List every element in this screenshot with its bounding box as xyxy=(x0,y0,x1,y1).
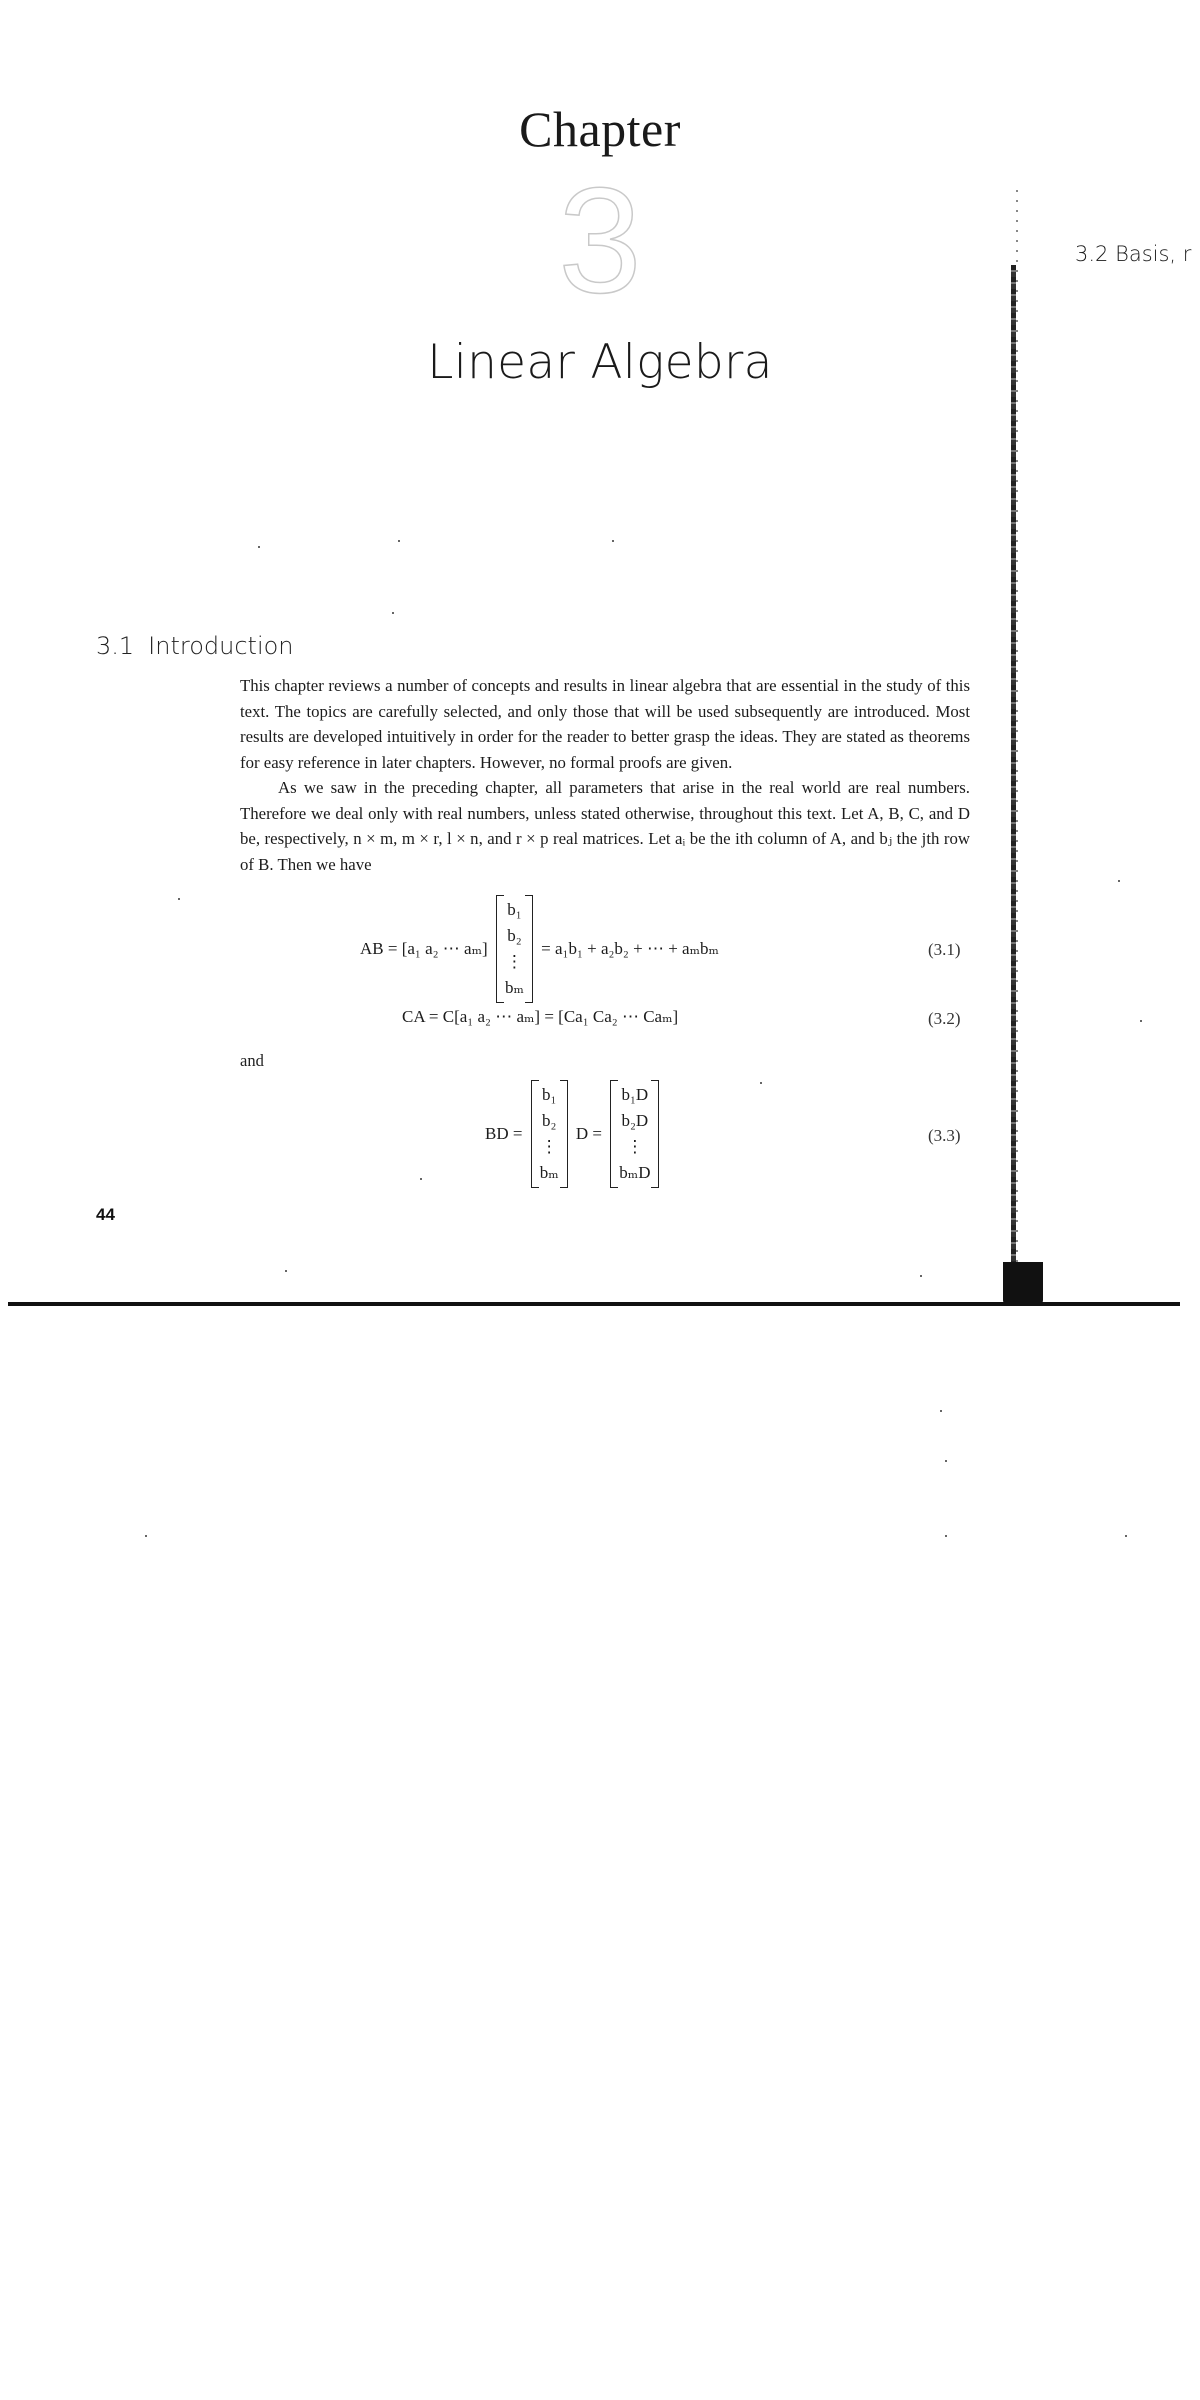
scan-speck xyxy=(420,1178,422,1180)
connector-and: and xyxy=(240,1051,264,1070)
scan-speck xyxy=(392,612,394,614)
matrix-entry: b₂ xyxy=(541,1111,557,1130)
equation-3-1-matrix xyxy=(496,895,533,1003)
equation-number-3-3: (3.3) xyxy=(928,1126,961,1145)
equation-number-3-2: (3.2) xyxy=(928,1009,961,1028)
equation-3-1-rhs: = a₁b₁ + a₂b₂ + ⋯ + aₘbₘ xyxy=(541,939,719,958)
equation-3-3 xyxy=(485,1080,663,1188)
equation-3-3-matrix-right xyxy=(610,1080,659,1188)
spine-gutter-dots xyxy=(1016,190,1018,1300)
equation-3-1 xyxy=(360,895,719,1003)
section-number: 3.1 xyxy=(96,632,135,660)
paragraph-2: As we saw in the preceding chapter, all parameters that arise in the real world are real numbers. Therefore we deal only with real numbers, unless stated otherwise, throughout this text. Let A, B, C, and D be, respectively, n × m, m × r, l × n, and r × p real matrices. Let aᵢ be the ith column of A, and bⱼ the jth row of B. Then we have xyxy=(240,778,970,874)
page-bottom-edge xyxy=(8,1302,1180,1306)
equation-3-3-mid: D = xyxy=(575,1124,603,1143)
matrix-entry: ⋮ xyxy=(540,1137,558,1156)
matrix-entry: b₁ xyxy=(507,900,522,919)
section-title: Introduction xyxy=(148,632,294,660)
chapter-label: Chapter xyxy=(519,101,681,157)
page-number: 44 xyxy=(96,1205,115,1224)
scan-speck xyxy=(398,540,400,542)
matrix-entry: b₂D xyxy=(621,1111,649,1130)
chapter-number: 3 xyxy=(558,156,642,324)
equation-3-3-lhs: BD = xyxy=(485,1124,523,1143)
matrix-entry: b₂ xyxy=(507,926,522,945)
scan-speck xyxy=(145,1535,147,1537)
matrix-entry: ⋮ xyxy=(626,1137,644,1156)
scan-speck xyxy=(945,1460,947,1462)
section-heading xyxy=(96,632,294,660)
matrix-entry: ⋮ xyxy=(505,952,523,971)
scan-speck xyxy=(612,540,614,542)
matrix-entry: bₘ xyxy=(539,1163,559,1182)
scan-speck xyxy=(285,1270,287,1272)
spine-foot xyxy=(1003,1262,1043,1306)
equation-number-3-1: (3.1) xyxy=(928,940,961,959)
equation-3-1-lhs: AB = [a₁ a₂ ⋯ aₘ] xyxy=(360,939,488,958)
scan-speck xyxy=(760,1082,762,1084)
matrix-entry: b₁D xyxy=(621,1085,649,1104)
equation-3-2: CA = C[a₁ a₂ ⋯ aₘ] = [Ca₁ Ca₂ ⋯ Caₘ] xyxy=(402,1007,679,1026)
scan-speck xyxy=(1118,880,1120,882)
book-spine xyxy=(1011,265,1016,1302)
scan-speck xyxy=(178,898,180,900)
scan-speck xyxy=(258,546,260,548)
chapter-title: Linear Algebra xyxy=(427,335,773,390)
scan-speck xyxy=(940,1410,942,1412)
matrix-entry: b₁ xyxy=(541,1085,557,1104)
scan-speck xyxy=(945,1535,947,1537)
paragraph-1: This chapter reviews a number of concepts and results in linear algebra that are essential in the study of this text. The topics are carefully selected, and only those that will be used subsequently are introduced. Most results are developed intuitively in order for the reader to better grasp the ideas. They are stated as theorems for easy reference in later chapters. However, no formal proofs are given. xyxy=(240,676,970,772)
facing-page-header: 3.2 Basis, r xyxy=(1075,242,1192,266)
body-text xyxy=(240,673,970,877)
scan-speck xyxy=(1125,1535,1127,1537)
scan-speck xyxy=(1140,1020,1142,1022)
matrix-entry: bₘ xyxy=(504,978,524,997)
equation-3-3-matrix-left xyxy=(531,1080,568,1188)
matrix-entry: bₘD xyxy=(619,1163,651,1182)
scan-speck xyxy=(920,1275,922,1277)
